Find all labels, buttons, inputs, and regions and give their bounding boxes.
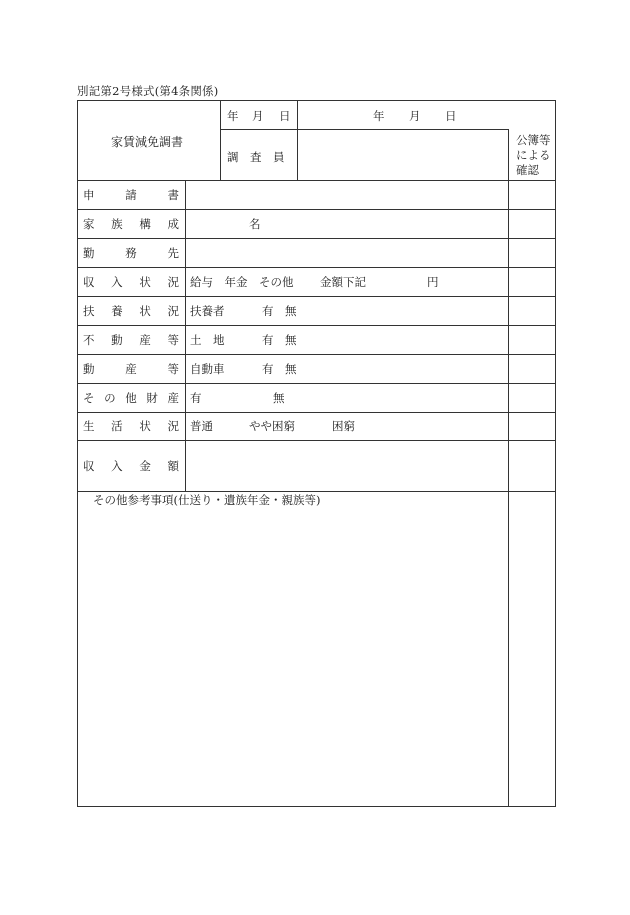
label-family: 家 族 構 成 xyxy=(83,217,179,231)
row-line xyxy=(77,238,556,239)
date-right-month: 月 xyxy=(409,109,421,123)
row-line xyxy=(77,440,556,441)
header-mid-line xyxy=(220,129,508,130)
border-right xyxy=(555,100,556,807)
label-income-status: 収 入 状 況 xyxy=(83,275,179,289)
date-right-year: 年 xyxy=(373,109,385,123)
form-title: 家賃減免調書 xyxy=(111,135,184,149)
row-line xyxy=(77,383,556,384)
row-line xyxy=(77,209,556,210)
income-options: 給与 年金 その他 xyxy=(190,275,294,289)
header-divider-2 xyxy=(297,100,298,180)
form-caption: 別記第2号様式(第4条関係) xyxy=(77,84,219,98)
row-line xyxy=(77,491,556,492)
row-line xyxy=(77,354,556,355)
border-bottom xyxy=(77,806,556,807)
dependents-item: 扶養者 xyxy=(190,304,225,318)
label-real-estate: 不 動 産 等 xyxy=(83,333,179,347)
other-assets-yes: 有 xyxy=(190,391,202,405)
header-divider-1 xyxy=(220,100,221,180)
row-line xyxy=(77,325,556,326)
living-somewhat-poor: やや困窮 xyxy=(249,419,295,433)
movable-item: 自動車 xyxy=(190,362,225,376)
other-assets-no: 無 xyxy=(273,391,285,405)
income-amount-label: 金額下記 xyxy=(320,275,366,289)
confirm-header xyxy=(509,133,555,175)
row-line xyxy=(77,296,556,297)
living-normal: 普通 xyxy=(190,419,213,433)
confirm-column-line xyxy=(508,129,509,806)
date-left-month: 月 xyxy=(252,109,264,123)
confirm-header-line-3: 確認 xyxy=(516,163,539,177)
notes-label: その他参考事項(仕送り・遺族年金・親族等) xyxy=(93,493,321,507)
row-line xyxy=(77,180,556,181)
border-top xyxy=(77,100,556,101)
label-dependents: 扶 養 状 況 xyxy=(83,304,179,318)
label-other-assets: そ の 他 財 産 xyxy=(83,391,179,405)
living-poor: 困窮 xyxy=(332,419,355,433)
confirm-header-line-2: による xyxy=(516,148,551,162)
movable-choices: 有 無 xyxy=(262,362,297,376)
real-estate-item: 土 地 xyxy=(190,333,225,347)
label-applicant: 申 請 書 xyxy=(83,188,179,202)
label-income-amount: 収 入 金 額 xyxy=(83,459,179,473)
border-left xyxy=(77,100,78,807)
label-column-line xyxy=(185,180,186,491)
rent-reduction-form xyxy=(77,100,556,807)
income-currency: 円 xyxy=(427,275,439,289)
date-left-year: 年 xyxy=(227,109,239,123)
confirm-header-line-1: 公簿等 xyxy=(516,133,551,147)
label-living: 生 活 状 況 xyxy=(83,419,179,433)
label-workplace: 勤 務 先 xyxy=(83,246,179,260)
dependents-choices: 有 無 xyxy=(262,304,297,318)
investigator-label: 調 査 員 xyxy=(227,150,285,164)
label-movable: 動 産 等 xyxy=(83,362,179,376)
row-line xyxy=(77,412,556,413)
family-unit: 名 xyxy=(249,217,261,231)
date-right-day: 日 xyxy=(445,109,457,123)
row-line xyxy=(77,267,556,268)
date-left-day: 日 xyxy=(279,109,291,123)
real-estate-choices: 有 無 xyxy=(262,333,297,347)
